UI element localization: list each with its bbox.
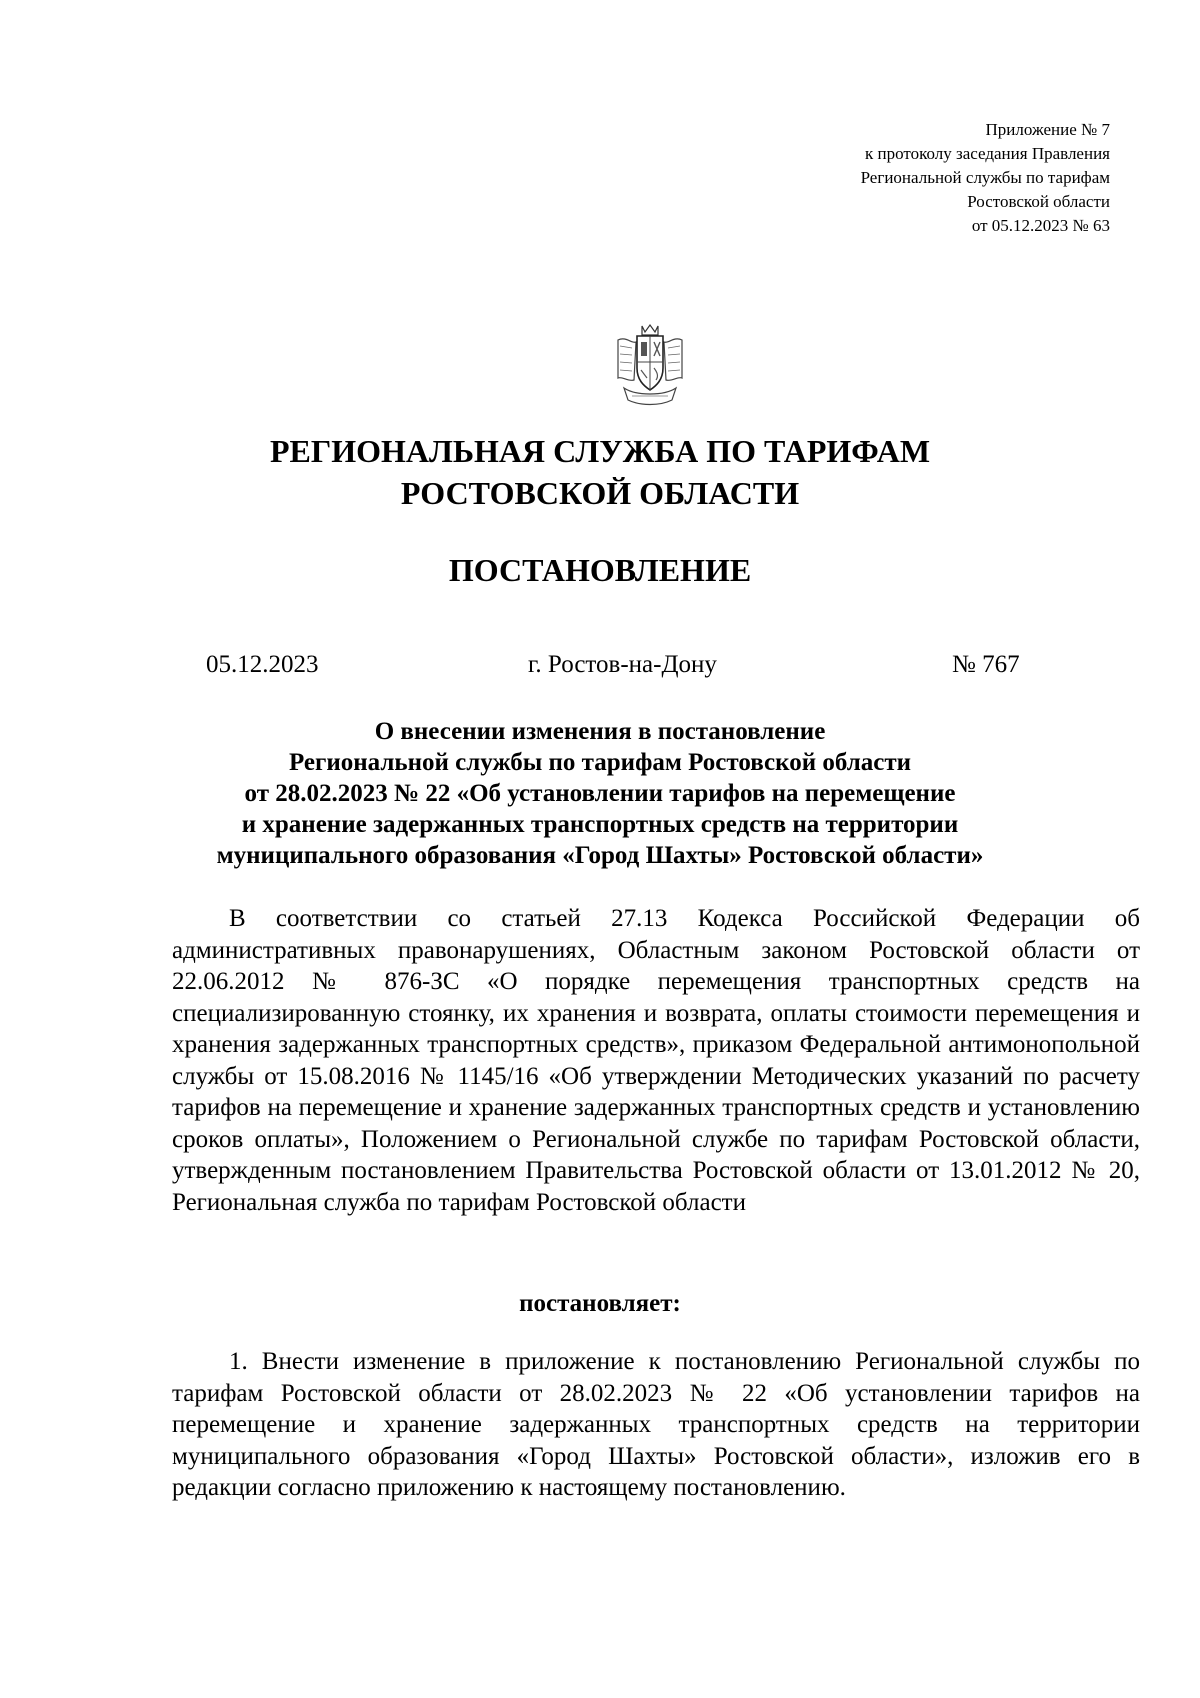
document-city: г. Ростов-на-Дону xyxy=(528,651,717,678)
title-line: Региональной службы по тарифам Ростовской области xyxy=(288,749,912,776)
title-line: от 28.02.2023 № 22 «Об установлении тарифов на перемещение xyxy=(244,780,956,807)
title-line: муниципального образования «Город Шахты» Ростовской области» xyxy=(216,842,984,869)
appendix-line: Приложение № 7 xyxy=(985,120,1110,139)
item-1-paragraph: 1. Внести изменение в приложение к постановлению Региональной службы по тарифам Ростовской области от 28.02.2023 № 22 «Об установлении тарифов на перемещение и хранение задержанных транспортных средств на территории муниципального образования «Город Шахты» Ростовской области», изложив его в редакции согласно приложению к настоящему постановлению. xyxy=(172,1348,1140,1501)
appendix-line: к протоколу заседания Правления xyxy=(865,144,1110,163)
document-number: № 767 xyxy=(952,651,1020,678)
preamble-paragraph: В соответствии со статьей 27.13 Кодекса Российской Федерации об административных правонарушениях, Областным законом Ростовской области от 22.06.2012 № 876-ЗС «О порядке перемещения транспортных средств на специализированную стоянку, их хранения и возврата, оплаты стоимости перемещения и хранения задержанных транспортных средств», приказом Федеральной антимонопольной службы от 15.08.2016 № 1145/16 «Об утверждении Методических указаний по расчету тарифов на перемещение и хранение задержанных транспортных средств и установлению сроков оплаты», Положением о Региональной службе по тарифам Ростовской области, утвержденным постановлением Правительства Ростовской области от 13.01.2012 № 20, Региональная служба по тарифам Ростовской области xyxy=(172,905,1140,1216)
appendix-line: Ростовской области xyxy=(967,192,1110,211)
appendix-line: от 05.12.2023 № 63 xyxy=(971,216,1110,235)
appendix-note xyxy=(861,118,1110,238)
document-type-heading: ПОСТАНОВЛЕНИЕ xyxy=(448,552,752,588)
organization-name-line: РЕГИОНАЛЬНАЯ СЛУЖБА ПО ТАРИФАМ xyxy=(269,433,931,469)
appendix-line: Региональной службы по тарифам xyxy=(860,168,1110,187)
decree-word: постановляет: xyxy=(519,1290,681,1317)
organization-name xyxy=(0,430,1200,514)
document-title xyxy=(0,716,1200,871)
document-meta-row xyxy=(0,649,1200,681)
coat-of-arms-icon xyxy=(612,322,688,406)
document-date: 05.12.2023 xyxy=(206,651,319,678)
organization-name-line: РОСТОВСКОЙ ОБЛАСТИ xyxy=(400,475,800,511)
title-line: О внесении изменения в постановление xyxy=(374,718,826,745)
title-line: и хранение задержанных транспортных средств на территории xyxy=(241,811,959,838)
